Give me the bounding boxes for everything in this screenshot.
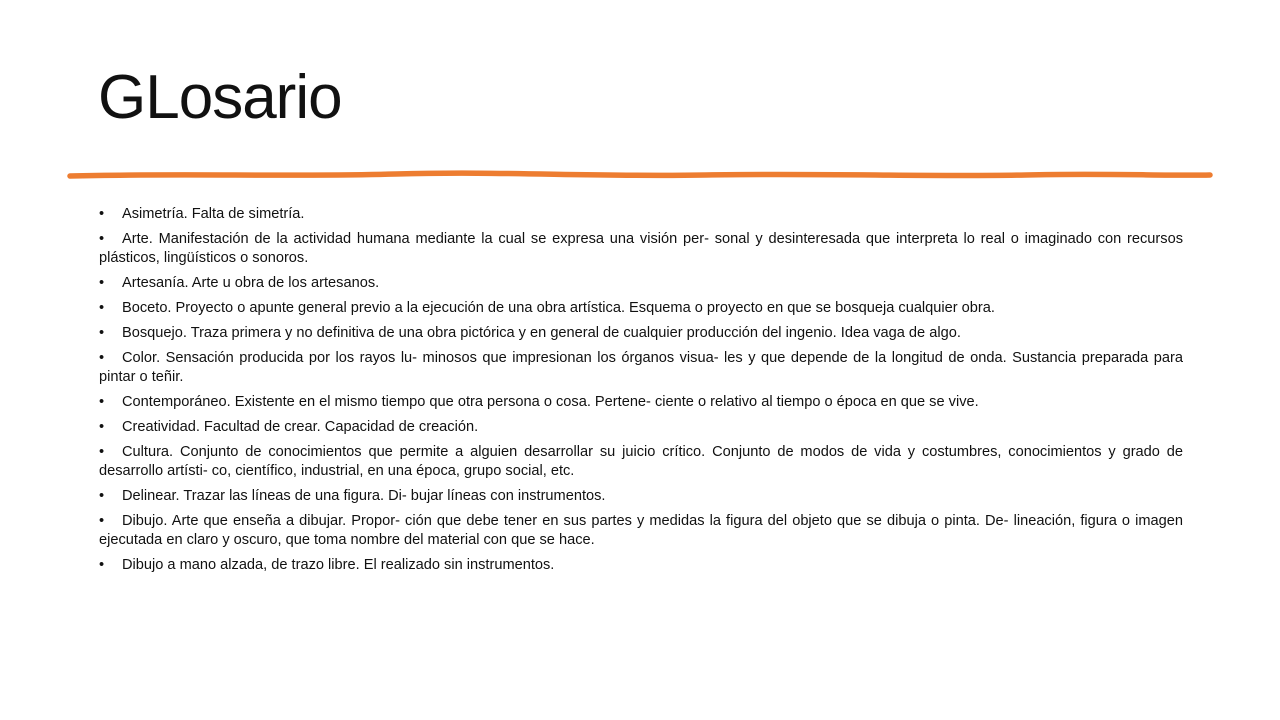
list-item [99,393,1183,412]
list-item-text: Arte. Manifestación de la actividad humana mediante la cual se expresa una visión per- sonal y desinteresada que interpreta lo real o imaginado con recursos plásticos, lingüísticos o sonoros. [99,231,1183,266]
list-item-text: Dibujo. Arte que enseña a dibujar. Propor- ción que debe tener en sus partes y medidas la figura del objeto que se dibuja o pinta. De- lineación, figura o imagen ejecutada en claro y oscuro, que toma nombre del material con que se hace. [99,513,1183,548]
list-item [99,230,1183,268]
list-item-text: Asimetría. Falta de simetría. [122,206,305,222]
glossary-list [99,205,1183,581]
list-item-text: Color. Sensación producida por los rayos lu- minosos que impresionan los órganos visua- les y que depende de la longitud de onda. Sustancia preparada para pintar o teñir. [99,350,1183,385]
list-item-text: Cultura. Conjunto de conocimientos que permite a alguien desarrollar su juicio crítico. Conjunto de modos de vida y costumbres, conocimientos y grado de desarrollo artísti- co, científico, industrial, en una época, grupo social, etc. [99,444,1183,479]
list-item [99,299,1183,318]
list-item [99,324,1183,343]
list-item [99,205,1183,224]
bullet-icon: • [99,325,105,341]
list-item [99,443,1183,481]
list-item-text: Boceto. Proyecto o apunte general previo a la ejecución de una obra artística. Esquema o proyecto en que se bosqueja cualquier obra. [122,300,995,316]
title-underline-brushstroke [66,166,1214,186]
bullet-icon: • [99,231,105,247]
list-item [99,512,1183,550]
list-item-text: Artesanía. Arte u obra de los artesanos. [122,275,380,291]
bullet-icon: • [99,275,105,291]
list-item-text: Dibujo a mano alzada, de trazo libre. El realizado sin instrumentos. [122,557,555,573]
list-item [99,556,1183,575]
bullet-icon: • [99,206,105,222]
bullet-icon: • [99,513,105,529]
slide-title: GLosario [98,63,342,132]
bullet-icon: • [99,394,105,410]
list-item-text: Bosquejo. Traza primera y no definitiva de una obra pictórica y en general de cualquier producción del ingenio. Idea vaga de algo. [122,325,961,341]
list-item-text: Contemporáneo. Existente en el mismo tiempo que otra persona o cosa. Pertene- ciente o relativo al tiempo o época en que se vive. [122,394,979,410]
bullet-icon: • [99,419,105,435]
bullet-icon: • [99,557,105,573]
list-item-text: Creatividad. Facultad de crear. Capacidad de creación. [122,419,479,435]
list-item [99,418,1183,437]
bullet-icon: • [99,350,105,366]
list-item-text: Delinear. Trazar las líneas de una figura. Di- bujar líneas con instrumentos. [122,488,606,504]
bullet-icon: • [99,300,105,316]
list-item [99,274,1183,293]
list-item [99,487,1183,506]
bullet-icon: • [99,444,105,460]
bullet-icon: • [99,488,105,504]
list-item [99,349,1183,387]
